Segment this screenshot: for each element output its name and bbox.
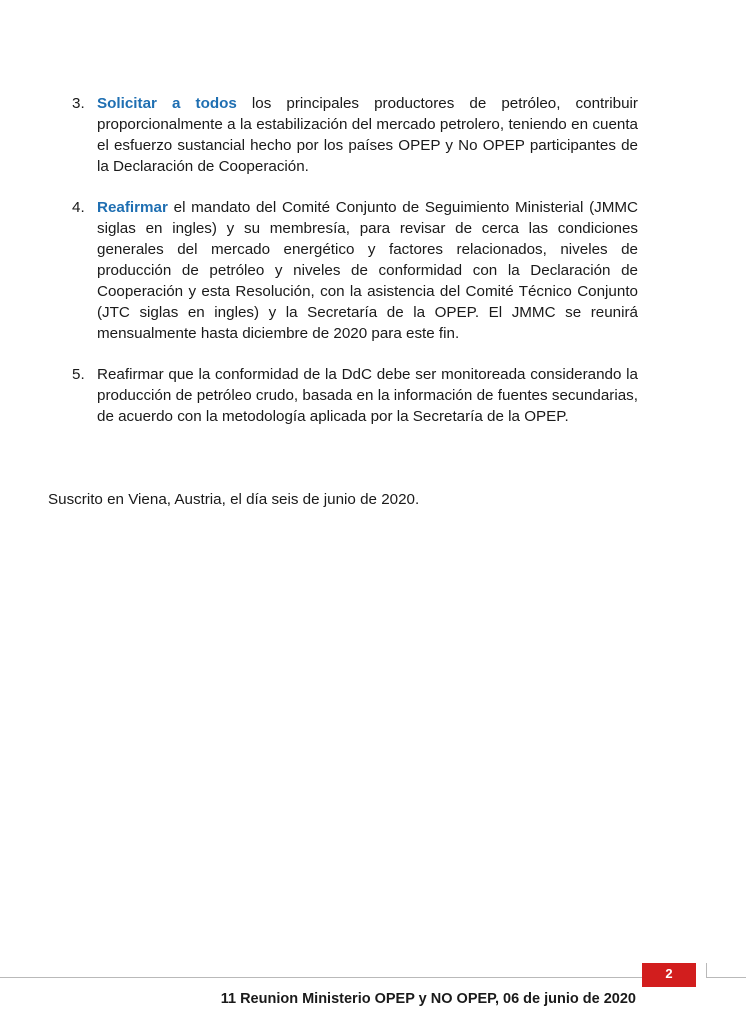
item-keyword: Solicitar a todos — [97, 95, 237, 112]
item-number: 4. — [72, 199, 85, 216]
footer-divider — [0, 977, 642, 978]
footer-title: 11 Reunion Ministerio OPEP y NO OPEP, 06 de junio de 2020 — [220, 991, 636, 1007]
closing-statement: Suscrito en Viena, Austria, el día seis de junio de 2020. — [48, 491, 420, 508]
item-text — [97, 197, 638, 344]
item-number: 5. — [72, 366, 85, 383]
item-number: 3. — [72, 95, 85, 112]
item-text — [97, 364, 638, 427]
page-number-badge: 2 — [642, 963, 696, 987]
resolution-item-3 — [66, 93, 638, 177]
item-body: Reafirmar que la conformidad de la DdC debe ser monitoreada considerando la producción de petróleo crudo, basada en la información de fuentes secundarias, de acuerdo con la metodología aplicada por la Secretaría de la OPEP. — [97, 366, 638, 425]
item-body: el mandato del Comité Conjunto de Seguimiento Ministerial (JMMC siglas en ingles) y su membresía, para revisar de cerca las condiciones generales del mercado energético y factores relacionados, niveles de producción de petróleo y niveles de conformidad con la Declaración de Cooperación y esta Resolución, con la asistencia del Comité Técnico Conjunto (JTC siglas en ingles) y la Secretaría de la OPEP. El JMMC se reunirá mensualmente hasta diciembre de 2020 para este fin. — [97, 199, 638, 342]
footer-corner-mark — [706, 963, 746, 978]
item-keyword: Reafirmar — [97, 199, 168, 216]
resolution-item-5 — [66, 364, 638, 427]
resolution-item-4 — [66, 197, 638, 344]
item-body: los principales productores de petróleo, contribuir proporcionalmente a la estabilización del mercado petrolero, teniendo en cuenta el esfuerzo sustancial hecho por los países OPEP y No OPEP participantes de la Declaración de Cooperación. — [97, 95, 638, 175]
item-text — [97, 93, 638, 177]
